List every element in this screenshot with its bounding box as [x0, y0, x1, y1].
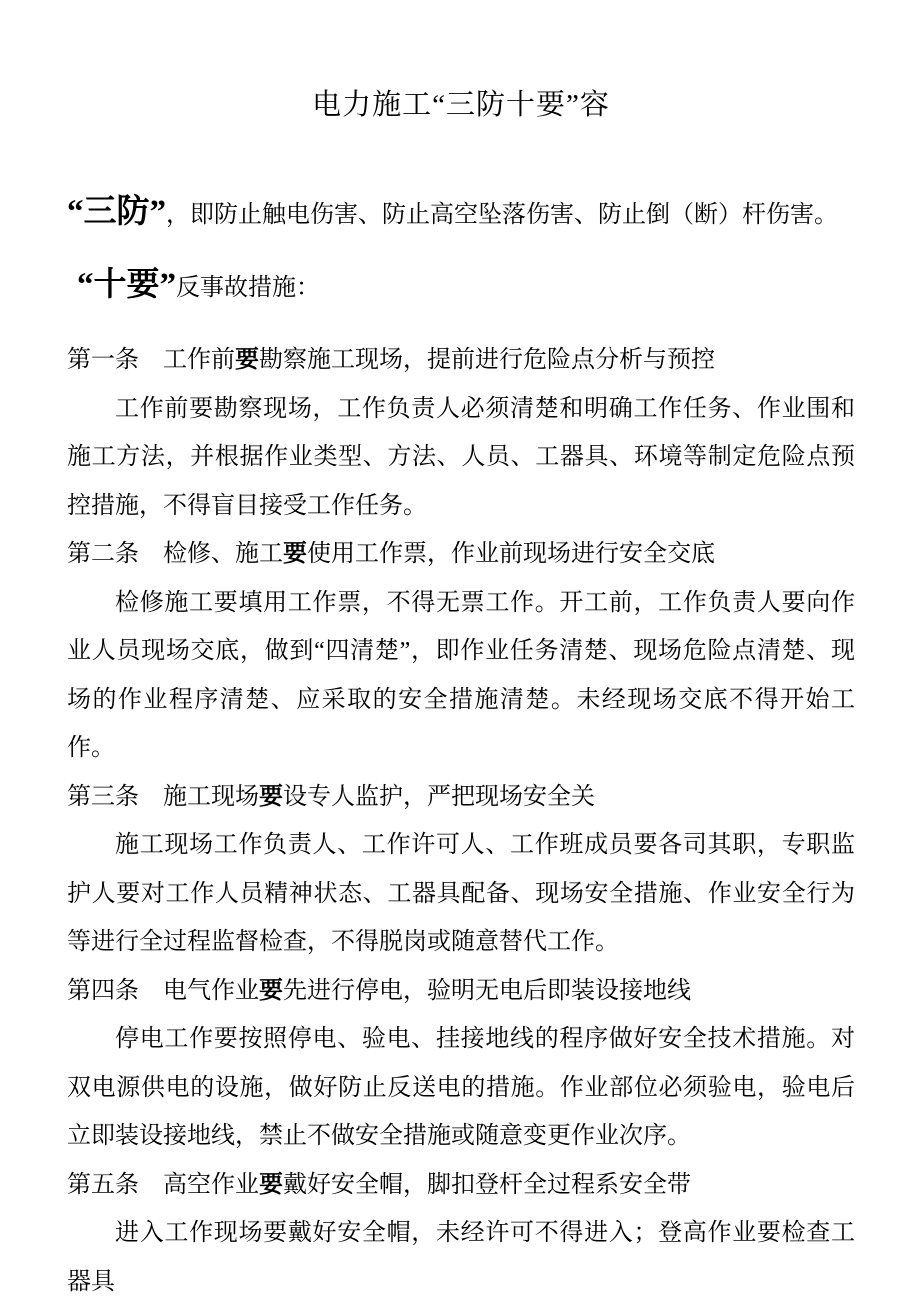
article-5-body: 进入工作现场要戴好安全帽，未经许可不得进入；登高作业要检查工器具 [67, 1220, 855, 1295]
shiyao-definition-line [67, 263, 855, 310]
article-3-bold-yao: 要 [259, 783, 283, 810]
article-1-bold-yao: 要 [235, 347, 259, 373]
article-4-bold-yao: 要 [259, 977, 283, 1004]
shiyao-term: “十要” [77, 267, 176, 303]
article-5-heading: 第五条 高空作业要戴好安全帽，脚扣登杆全过程系安全带 [67, 1171, 691, 1198]
article-3-heading: 第三条 施工现场要设专人监护，严把现场安全关 [67, 783, 595, 810]
article-3-body: 施工现场工作负责人、工作许可人、工作班成员要各司其职，专职监护人要对工作人员精神状态、工器具配备、现场安全措施、作业安全行为等进行全过程监督检查，不得脱岗或随意替代工作。 [67, 832, 855, 955]
article-1-body: 工作前要勘察现场，工作负责人必须清楚和明确工作任务、作业围和施工方法，并根据作业类型、方法、人员、工器具、环境等制定危险点预控措施，不得盲目接受工作任务。 [67, 395, 855, 519]
articles-section [67, 336, 855, 1306]
article-5-bold-yao: 要 [259, 1171, 283, 1198]
sanfang-text: ，即防止触电伤害、防止高空坠落伤害、防止倒（断）杆伤害。 [166, 202, 838, 228]
article-2-bold-yao: 要 [283, 541, 307, 567]
article-2-body: 检修施工要填用工作票，不得无票工作。开工前，工作负责人要向作业人员现场交底，做到“四清楚”，即作业任务清楚、现场危险点清楚、现场的作业程序清楚、应采取的安全措施清楚。未经现场交底不得开始工作。 [67, 589, 855, 761]
article-4-heading: 第四条 电气作业要先进行停电，验明无电后即装设接地线 [67, 977, 691, 1004]
sanfang-term: “三防” [67, 194, 166, 230]
article-4-body: 停电工作要按照停电、验电、挂接地线的程序做好安全技术措施。对双电源供电的设施，做好防止反送电的措施。作业部位必须验电，验电后立即装设接地线，禁止不做安全措施或随意变更作业次序。 [67, 1026, 855, 1149]
shiyao-text: 反事故措施： [176, 275, 320, 301]
sanfang-definition-line [67, 190, 855, 237]
article-2-heading: 第二条 检修、施工要使用工作票，作业前现场进行安全交底 [67, 541, 715, 567]
article-1-heading: 第一条 工作前要勘察施工现场，提前进行危险点分析与预控 [67, 347, 715, 373]
document-title: 电力施工“三防十要”容 [312, 89, 610, 121]
